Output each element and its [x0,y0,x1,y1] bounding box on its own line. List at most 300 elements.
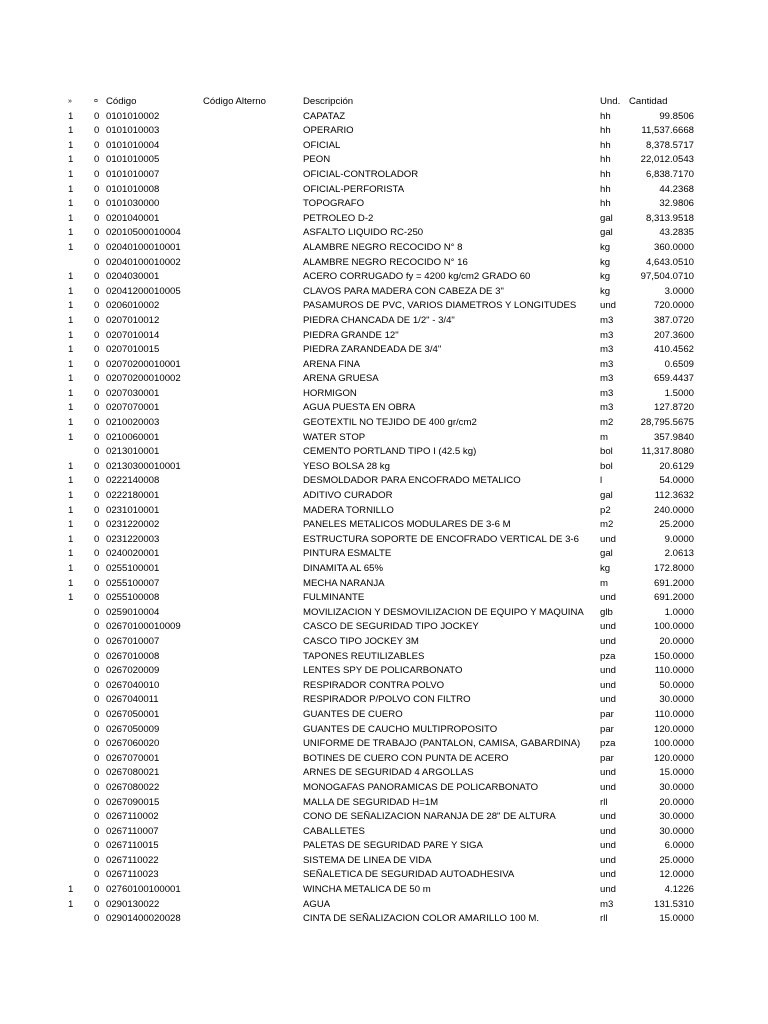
row-quantity: 360.0000 [653,241,694,253]
row-flag-b: 0 [94,796,100,808]
row-quantity: 30.0000 [659,781,694,793]
table-row [0,547,768,562]
row-code: 0213010001 [106,446,160,458]
row-flag-a: 1 [68,884,74,896]
row-quantity: 15.0000 [659,913,694,925]
row-code: 0267110022 [106,854,159,866]
row-quantity: 127.8720 [653,402,694,414]
row-quantity: 28,795.5675 [640,417,694,429]
row-code: 0231220002 [106,519,160,531]
row-description: GUANTES DE CAUCHO MULTIPROPOSITO [303,723,498,735]
row-quantity: 1.0000 [664,606,694,618]
row-flag-b: 0 [94,825,100,837]
row-code: 0267090015 [106,796,160,808]
row-quantity: 6,838.7170 [645,168,694,180]
row-description: ALAMBRE NEGRO RECOCIDO N° 8 [303,241,463,253]
row-flag-b: 0 [94,446,100,458]
table-row [0,256,768,271]
row-code: 02040100010002 [106,256,181,268]
row-unit: hh [600,154,611,166]
row-flag-b: 0 [94,183,100,195]
row-code: 02010500010004 [106,227,181,239]
row-flag-b: 0 [94,854,100,866]
row-description: PANELES METALICOS MODULARES DE 3-6 M [303,519,511,531]
row-code: 0259010004 [106,606,160,618]
row-description: BOTINES DE CUERO CON PUNTA DE ACERO [303,752,509,764]
row-unit: m3 [600,344,614,356]
row-flag-a: 1 [68,168,74,180]
row-description: OFICIAL [303,139,341,151]
row-flag-b: 0 [94,110,100,122]
row-flag-b: 0 [94,694,100,706]
row-unit: hh [600,125,611,137]
row-flag-b: 0 [94,460,100,472]
row-flag-b: 0 [94,665,100,677]
row-description: OPERARIO [303,125,354,137]
table-row [0,781,768,796]
row-description: LENTES SPY DE POLICARBONATO [303,665,463,677]
row-unit: und [600,300,617,312]
row-quantity: 15.0000 [659,767,694,779]
row-description: WINCHA METALICA DE 50 m [303,884,431,896]
row-unit: hh [600,198,611,210]
row-unit: und [600,854,617,866]
row-flag-a: 1 [68,227,74,239]
row-description: CEMENTO PORTLAND TIPO I (42.5 kg) [303,446,477,458]
row-flag-a: 1 [68,504,74,516]
row-description: DESMOLDADOR PARA ENCOFRADO METALICO [303,475,521,487]
row-flag-b: 0 [94,490,100,502]
row-flag-b: 0 [94,212,100,224]
row-unit: bol [600,446,613,458]
row-unit: gal [600,212,613,224]
row-quantity: 387.0720 [653,314,694,326]
row-quantity: 172.8000 [653,563,694,574]
row-quantity: 2.0613 [664,548,694,560]
row-flag-b: 0 [94,227,100,239]
row-flag-a: 1 [68,373,74,385]
row-description: ADITIVO CURADOR [303,490,393,502]
row-quantity: 97,504.0710 [640,271,694,283]
row-quantity: 8,378.5717 [645,139,694,151]
row-code: 0101010007 [106,168,160,180]
row-code: 0101010002 [106,110,160,122]
row-description: AGUA [303,898,331,910]
row-code: 0267070001 [106,752,160,764]
row-unit: par [600,723,614,735]
row-flag-b: 0 [94,563,100,574]
table-row [0,226,768,241]
row-unit: und [600,635,617,647]
row-unit: rll [600,796,608,808]
row-unit: gal [600,490,613,502]
row-unit: l [600,475,603,487]
row-quantity: 50.0000 [659,679,694,691]
table-row [0,401,768,416]
resource-table [0,95,768,927]
row-quantity: 11,537.6668 [641,125,694,137]
table-row [0,591,768,606]
table-row [0,664,768,679]
row-unit: m [600,577,608,589]
table-row [0,153,768,168]
table-row [0,358,768,373]
row-flag-a: 1 [68,183,74,195]
row-description: CLAVOS PARA MADERA CON CABEZA DE 3" [303,285,504,297]
row-flag-b: 0 [94,723,100,735]
table-row [0,387,768,402]
row-code: 0290130022 [106,898,160,910]
row-description: ARNES DE SEGURIDAD 4 ARGOLLAS [303,767,474,779]
row-quantity: 110.0000 [654,665,694,677]
table-row [0,110,768,125]
row-flag-a: 1 [68,125,74,137]
row-flag-a: 1 [68,344,74,356]
row-description: MECHA NARANJA [303,577,385,589]
row-unit: m3 [600,358,614,370]
row-quantity: 43.2835 [659,227,694,239]
row-code: 0210020003 [106,417,160,429]
row-flag-a: 1 [68,314,74,326]
row-description: PINTURA ESMALTE [303,548,392,560]
row-flag-b: 0 [94,300,100,312]
row-quantity: 9.0000 [664,533,694,545]
row-description: SEÑALETICA DE SEGURIDAD AUTOADHESIVA [303,869,515,881]
row-quantity: 1.5000 [664,387,694,399]
row-code: 0255100001 [106,563,160,574]
row-code: 0267050001 [106,708,160,720]
row-code: 02070200010002 [106,373,181,385]
row-code: 02901400020028 [106,913,181,925]
row-unit: m3 [600,329,614,341]
row-flag-b: 0 [94,504,100,516]
row-quantity: 44.2368 [659,183,694,195]
row-flag-b: 0 [94,125,100,137]
row-code: 0207010012 [106,314,160,326]
row-unit: m [600,431,608,443]
row-flag-b: 0 [94,884,100,896]
row-code: 0101010003 [106,125,160,137]
row-flag-a: 1 [68,285,74,297]
row-flag-b: 0 [94,417,100,429]
row-code: 02070200010001 [106,358,181,370]
row-flag-b: 0 [94,198,100,210]
table-row [0,620,768,635]
row-flag-b: 0 [94,314,100,326]
row-code: 0267040011 [106,694,159,706]
table-row [0,606,768,621]
table-row [0,839,768,854]
row-code: 0101010004 [106,139,160,151]
row-quantity: 54.0000 [659,475,694,487]
row-flag-b: 0 [94,767,100,779]
row-unit: und [600,621,617,633]
row-flag-b: 0 [94,402,100,414]
row-code: 0222140008 [106,475,160,487]
row-flag-b: 0 [94,635,100,647]
header-code: Código [106,96,137,107]
row-quantity: 120.0000 [653,752,694,764]
row-unit: kg [600,256,611,268]
row-quantity: 4,643.0510 [645,256,694,268]
row-flag-b: 0 [94,387,100,399]
row-flag-b: 0 [94,519,100,531]
table-row [0,372,768,387]
row-description: CINTA DE SEÑALIZACION COLOR AMARILLO 100 M. [303,913,539,925]
row-flag-b: 0 [94,358,100,370]
table-row [0,562,768,577]
table-row [0,854,768,869]
row-code: 0206010002 [106,300,160,312]
row-flag-a: 1 [68,110,74,122]
header-description: Descripción [303,96,354,107]
row-description: MONOGAFAS PANORAMICAS DE POLICARBONATO [303,781,539,793]
row-quantity: 20.6129 [659,460,694,472]
row-flag-a: 1 [68,490,74,502]
row-flag-b: 0 [94,781,100,793]
row-flag-a: 1 [68,460,74,472]
table-row [0,912,768,927]
row-quantity: 20.0000 [659,635,694,647]
table-row [0,139,768,154]
row-quantity: 11,317.8080 [641,446,694,458]
row-unit: m3 [600,898,614,910]
row-code: 0267060020 [106,738,160,750]
row-quantity: 659.4437 [653,373,694,385]
row-code: 0201040001 [106,212,160,224]
row-unit: und [600,884,617,896]
row-description: DINAMITA AL 65% [303,563,383,574]
row-code: 02041200010005 [106,285,181,297]
header-col-b: ¤ [94,98,98,105]
row-unit: bol [600,460,613,472]
row-description: RESPIRADOR CONTRA POLVO [303,679,445,691]
row-description: MOVILIZACION Y DESMOVILIZACION DE EQUIPO Y MAQUINA [303,606,584,618]
row-flag-b: 0 [94,344,100,356]
row-code: 0267050009 [106,723,160,735]
row-flag-b: 0 [94,548,100,560]
row-code: 0207010015 [106,344,160,356]
row-unit: hh [600,168,611,180]
row-unit: hh [600,183,611,195]
row-description: PETROLEO D-2 [303,212,374,224]
row-description: CAPATAZ [303,110,346,122]
table-row [0,183,768,198]
row-description: CASCO DE SEGURIDAD TIPO JOCKEY [303,621,479,633]
row-flag-b: 0 [94,285,100,297]
row-quantity: 110.0000 [654,708,694,720]
row-unit: m3 [600,402,614,414]
row-code: 0204030001 [106,271,160,283]
row-unit: gal [600,548,613,560]
row-code: 0210060001 [106,431,160,443]
row-flag-a: 1 [68,431,74,443]
row-code: 0267110007 [106,825,159,837]
row-flag-a: 1 [68,533,74,545]
row-description: CASCO TIPO JOCKEY 3M [303,635,419,647]
row-description: FULMINANTE [303,592,365,604]
row-description: YESO BOLSA 28 kg [303,460,390,472]
table-row [0,650,768,665]
row-description: ACERO CORRUGADO fy = 4200 kg/cm2 GRADO 60 [303,271,531,283]
table-row [0,708,768,723]
row-description: AGUA PUESTA EN OBRA [303,402,416,414]
table-row [0,489,768,504]
row-description: RESPIRADOR P/POLVO CON FILTRO [303,694,471,706]
row-code: 0101030000 [106,198,160,210]
row-quantity: 30.0000 [659,811,694,823]
row-quantity: 100.0000 [653,621,694,633]
table-row [0,723,768,738]
row-flag-b: 0 [94,139,100,151]
table-row [0,314,768,329]
row-flag-a: 1 [68,139,74,151]
row-description: TOPOGRAFO [303,198,365,210]
row-description: ARENA FINA [303,358,361,370]
row-quantity: 25.0000 [659,854,694,866]
table-row [0,329,768,344]
table-row [0,635,768,650]
row-unit: m2 [600,417,614,429]
row-flag-b: 0 [94,533,100,545]
row-unit: pza [600,738,616,750]
row-quantity: 25.2000 [659,519,694,531]
row-unit: m3 [600,314,614,326]
row-code: 0240020001 [106,548,160,560]
row-flag-b: 0 [94,592,100,604]
row-code: 0231010001 [106,504,160,516]
row-flag-a: 1 [68,358,74,370]
row-unit: m2 [600,519,614,531]
row-description: CABALLETES [303,825,365,837]
row-flag-b: 0 [94,373,100,385]
row-description: MALLA DE SEGURIDAD H=1M [303,796,439,808]
table-row [0,474,768,489]
row-quantity: 0.6509 [664,358,694,370]
row-description: SISTEMA DE LINEA DE VIDA [303,854,432,866]
header-col-a: » [68,98,72,105]
row-code: 0267010007 [106,635,160,647]
header-quantity: Cantidad [629,96,668,107]
row-description: ALAMBRE NEGRO RECOCIDO N° 16 [303,256,468,268]
row-code: 0101010005 [106,154,160,166]
row-flag-a: 1 [68,271,74,283]
row-code: 0101010008 [106,183,160,195]
row-flag-b: 0 [94,168,100,180]
row-quantity: 4.1226 [664,884,694,896]
row-flag-b: 0 [94,256,100,268]
row-unit: par [600,752,614,764]
row-flag-a: 1 [68,300,74,312]
row-code: 02670100010009 [106,621,181,633]
row-unit: und [600,869,617,881]
table-row [0,299,768,314]
row-flag-b: 0 [94,811,100,823]
row-description: HORMIGON [303,387,357,399]
row-flag-b: 0 [94,577,100,589]
row-description: WATER STOP [303,431,366,443]
row-flag-b: 0 [94,738,100,750]
row-unit: kg [600,241,611,253]
row-quantity: 12.0000 [659,869,694,881]
row-description: GEOTEXTIL NO TEJIDO DE 400 gr/cm2 [303,417,477,429]
row-unit: hh [600,110,611,122]
row-flag-a: 1 [68,154,74,166]
row-flag-b: 0 [94,679,100,691]
row-unit: und [600,781,617,793]
row-description: TAPONES REUTILIZABLES [303,650,425,662]
row-unit: und [600,679,617,691]
row-flag-a: 1 [68,402,74,414]
table-row [0,577,768,592]
row-description: ARENA GRUESA [303,373,379,385]
header-unit: Und. [600,96,621,107]
row-flag-b: 0 [94,154,100,166]
row-quantity: 8,313.9518 [645,212,694,224]
row-flag-b: 0 [94,898,100,910]
table-row [0,431,768,446]
row-code: 0267010008 [106,650,160,662]
table-row [0,445,768,460]
row-flag-b: 0 [94,650,100,662]
row-quantity: 6.0000 [664,840,694,852]
row-unit: gal [600,227,613,239]
row-flag-a: 1 [68,417,74,429]
row-flag-a: 1 [68,241,74,253]
row-description: GUANTES DE CUERO [303,708,403,720]
row-description: OFICIAL-CONTROLADOR [303,168,419,180]
row-quantity: 357.9840 [653,431,694,443]
row-quantity: 20.0000 [659,796,694,808]
row-quantity: 32.9806 [659,198,694,210]
row-description: MADERA TORNILLO [303,504,394,516]
row-description: PASAMUROS DE PVC, VARIOS DIAMETROS Y LONGITUDES [303,300,577,312]
row-flag-b: 0 [94,271,100,283]
table-row [0,883,768,898]
row-quantity: 720.0000 [653,300,694,312]
table-row [0,737,768,752]
row-description: CONO DE SEÑALIZACION NARANJA DE 28" DE ALTURA [303,811,556,823]
row-quantity: 240.0000 [653,504,694,516]
header-alt-code: Código Alterno [203,96,266,107]
row-flag-a: 1 [68,212,74,224]
row-unit: und [600,533,617,545]
row-quantity: 30.0000 [659,825,694,837]
row-description: UNIFORME DE TRABAJO (PANTALON, CAMISA, GABARDINA) [303,738,581,750]
row-quantity: 410.4562 [653,344,694,356]
row-code: 0207070001 [106,402,160,414]
table-row [0,898,768,913]
row-unit: und [600,811,617,823]
row-description: PIEDRA CHANCADA DE 1/2" - 3/4" [303,314,455,326]
table-row [0,416,768,431]
row-unit: glb [600,606,613,618]
row-flag-b: 0 [94,869,100,881]
row-quantity: 3.0000 [664,285,694,297]
table-row [0,810,768,825]
row-code: 0255100008 [106,592,160,604]
table-row [0,212,768,227]
row-flag-b: 0 [94,752,100,764]
row-unit: und [600,767,617,779]
table-row [0,168,768,183]
row-flag-a: 1 [68,592,74,604]
row-code: 0267020009 [106,665,160,677]
row-flag-a: 1 [68,563,74,574]
row-description: OFICIAL-PERFORISTA [303,183,405,195]
row-quantity: 131.5310 [653,898,694,910]
row-flag-b: 0 [94,621,100,633]
